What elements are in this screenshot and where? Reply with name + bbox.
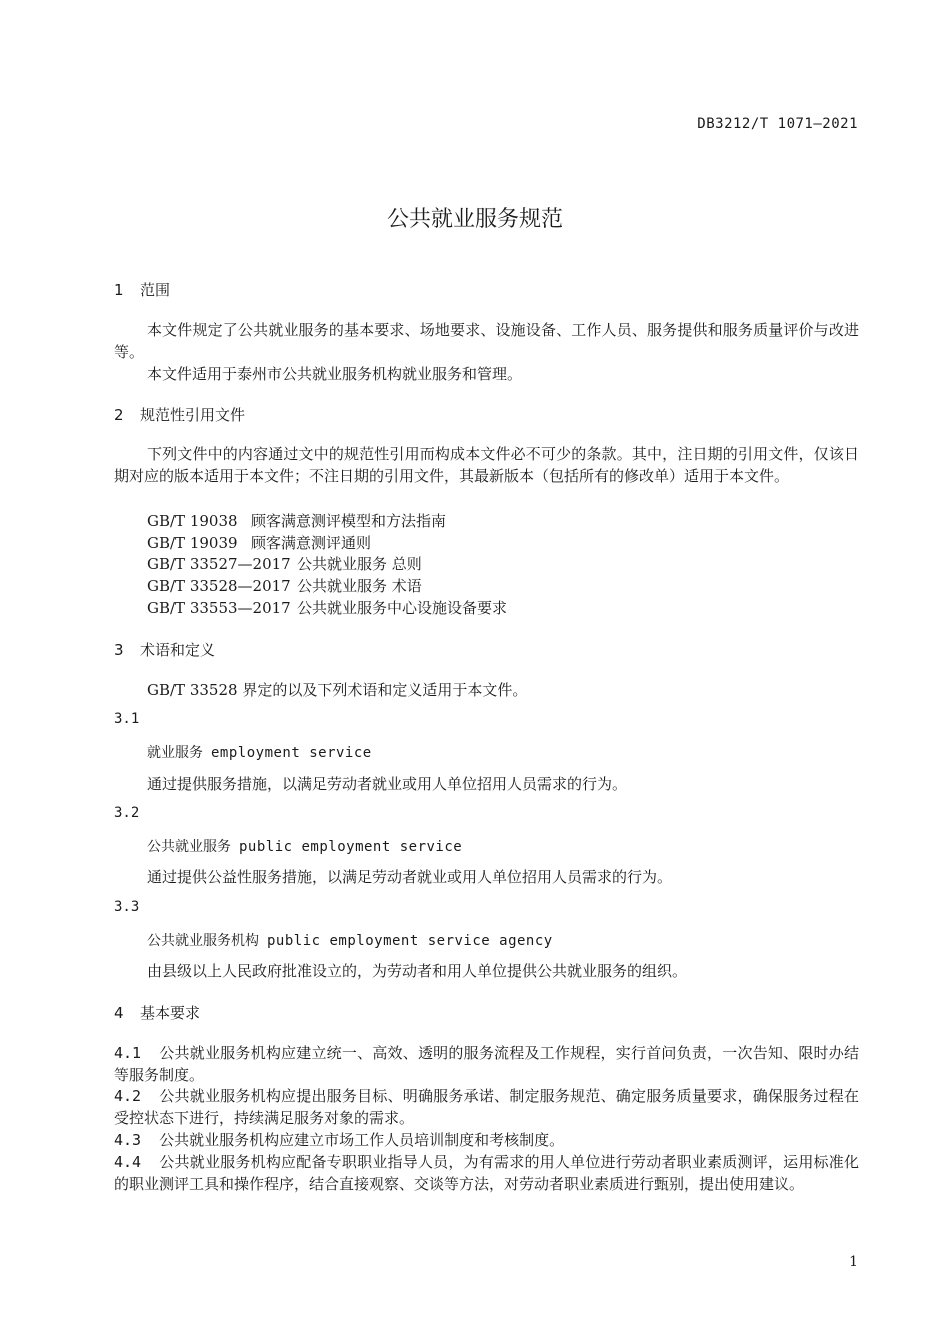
- term-entry: [147, 836, 462, 856]
- reference-code: GB/T 33528—2017: [147, 577, 291, 595]
- term-english: public employment service: [239, 839, 463, 855]
- requirement-text: 公共就业服务机构应建立市场工作人员培训制度和考核制度。: [159, 1131, 565, 1149]
- term-number: 3.2: [114, 805, 140, 821]
- term-chinese: 公共就业服务: [147, 839, 231, 855]
- section-number: 1: [114, 281, 124, 299]
- section-1-paragraph-2: 本文件适用于泰州市公共就业服务机构就业服务和管理。: [147, 365, 523, 383]
- reference-item: [147, 532, 371, 553]
- section-title: 基本要求: [140, 1004, 201, 1022]
- requirement-number: 4.3: [114, 1131, 142, 1149]
- term-entry: [147, 742, 372, 762]
- section-number: 3: [114, 641, 124, 659]
- requirement-item: [114, 1042, 859, 1086]
- page-number: 1: [849, 1254, 858, 1270]
- section-number: 4: [114, 1004, 124, 1022]
- reference-name: 公共就业服务 术语: [297, 577, 422, 595]
- section-1-paragraph-1: 本文件规定了公共就业服务的基本要求、场地要求、设施设备、工作人员、服务提供和服务质量评价与改进等。: [114, 321, 859, 361]
- requirement-number: 4.1: [114, 1044, 142, 1062]
- term-entry: [147, 930, 553, 950]
- reference-name: 顾客满意测评模型和方法指南: [251, 512, 447, 530]
- section-3-heading: [114, 639, 215, 660]
- document-number: DB3212/T 1071—2021: [697, 116, 858, 132]
- document-title: 公共就业服务规范: [386, 207, 563, 232]
- section-4-heading: [114, 1002, 200, 1023]
- section-number: 2: [114, 406, 124, 424]
- requirement-item: [114, 1085, 859, 1129]
- term-english: public employment service agency: [267, 933, 553, 949]
- section-2-heading: [114, 404, 245, 425]
- reference-code: GB/T 33553—2017: [147, 599, 291, 617]
- reference-code: GB/T 19039: [147, 534, 238, 552]
- section-2-paragraph-1: 下列文件中的内容通过文中的规范性引用而构成本文件必不可少的条款。其中，注日期的引用文件，仅该日期对应的版本适用于本文件；不注日期的引用文件，其最新版本（包括所有的修改单）适用于本文件。: [114, 445, 859, 485]
- term-english: employment service: [211, 745, 372, 761]
- reference-code: GB/T 19038: [147, 512, 238, 530]
- term-chinese: 公共就业服务机构: [147, 933, 259, 949]
- section-title: 范围: [140, 281, 171, 299]
- requirement-text: 公共就业服务机构应配备专职职业指导人员，为有需求的用人单位进行劳动者职业素质测评，运用标准化的职业测评工具和操作程序，结合直接观察、交谈等方法，对劳动者职业素质进行甄别，提出使用建议。: [114, 1153, 859, 1193]
- term-number: 3.1: [114, 711, 140, 727]
- requirement-text: 公共就业服务机构应建立统一、高效、透明的服务流程及工作规程，实行首问负责，一次告知、限时办结等服务制度。: [114, 1044, 859, 1084]
- section-1-heading: [114, 279, 170, 300]
- requirement-item: [114, 1151, 859, 1195]
- reference-item: [147, 575, 422, 596]
- term-definition: 通过提供服务措施，以满足劳动者就业或用人单位招用人员需求的行为。: [147, 775, 628, 793]
- requirement-number: 4.2: [114, 1087, 142, 1105]
- reference-name: 公共就业服务 总则: [297, 555, 422, 573]
- section-3-intro: GB/T 33528 界定的以及下列术语和定义适用于本文件。: [147, 681, 528, 699]
- requirement-item: [114, 1129, 859, 1151]
- reference-name: 顾客满意测评通则: [251, 534, 372, 552]
- term-definition: 通过提供公益性服务措施，以满足劳动者就业或用人单位招用人员需求的行为。: [147, 868, 673, 886]
- reference-item: [147, 510, 446, 531]
- reference-code: GB/T 33527—2017: [147, 555, 291, 573]
- reference-item: [147, 553, 422, 574]
- requirement-number: 4.4: [114, 1153, 142, 1171]
- requirement-text: 公共就业服务机构应提出服务目标、明确服务承诺、制定服务规范、确定服务质量要求，确保服务过程在受控状态下进行，持续满足服务对象的需求。: [114, 1087, 859, 1127]
- reference-item: [147, 597, 507, 618]
- term-definition: 由县级以上人民政府批准设立的，为劳动者和用人单位提供公共就业服务的组织。: [147, 962, 688, 980]
- section-title: 规范性引用文件: [140, 406, 246, 424]
- term-number: 3.3: [114, 899, 140, 915]
- reference-name: 公共就业服务中心设施设备要求: [297, 599, 508, 617]
- term-chinese: 就业服务: [147, 745, 203, 761]
- section-title: 术语和定义: [140, 641, 216, 659]
